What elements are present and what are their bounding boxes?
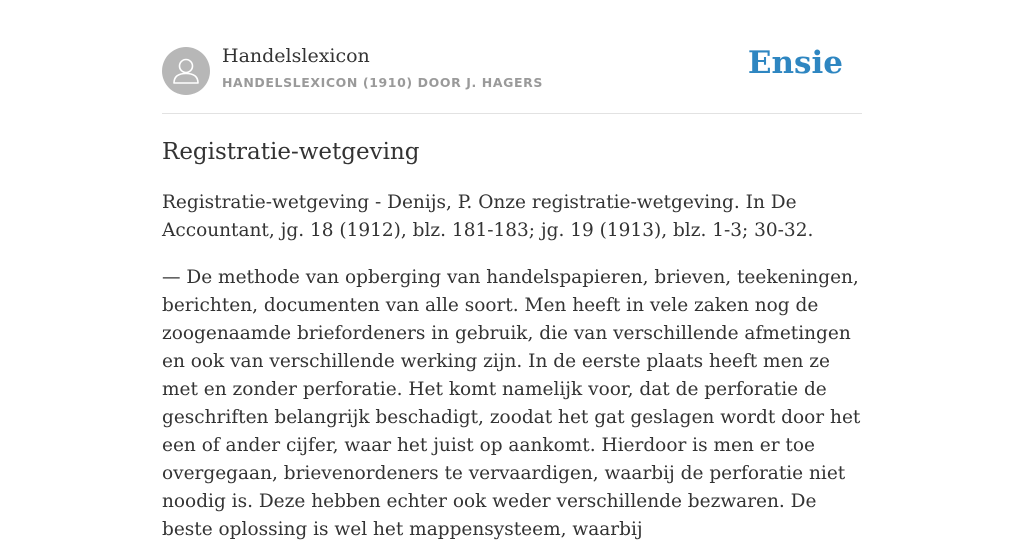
article-paragraph: Registratie-wetgeving - Denijs, P. Onze registratie-wetgeving. In De Accountant, jg. 18 (1912), blz. 181-183; jg. 19 (1913), blz. 1-3; 30-32. [162,192,814,241]
article-title: Registratie-wetgeving [162,139,420,165]
content-column [162,0,862,544]
source-header [162,0,862,114]
source-avatar[interactable] [162,47,210,95]
source-subtitle[interactable]: HANDELSLEXICON (1910) DOOR J. HAGERS [222,75,543,90]
article-paragraph: — De methode van opberging van handelspapieren, brieven, teekeningen, berichten, documenten van alle soort. Men heeft in vele zaken nog de zoogenaamde briefordeners in gebruik, die van verschillende afmetingen en ook van verschillende werking zijn. In de eerste plaats heeft men ze met en zonder perforatie. Het komt namelijk voor, dat de perforatie de geschriften belangrijk beschadigt, zoodat het gat geslagen wordt door het een of ander cijfer, waar het juist op aankomt. Hierdoor is men er toe overgegaan, brievenordeners te vervaardigen, waarbij de perforatie niet noodig is. Deze hebben echter ook weder verschillende bezwaren. De beste oplossing is wel het mappensysteem, waarbij [162,267,861,540]
user-silhouette-icon [162,47,210,95]
brand-logo[interactable]: Ensie [747,45,843,81]
source-name[interactable]: Handelslexicon [222,45,370,67]
